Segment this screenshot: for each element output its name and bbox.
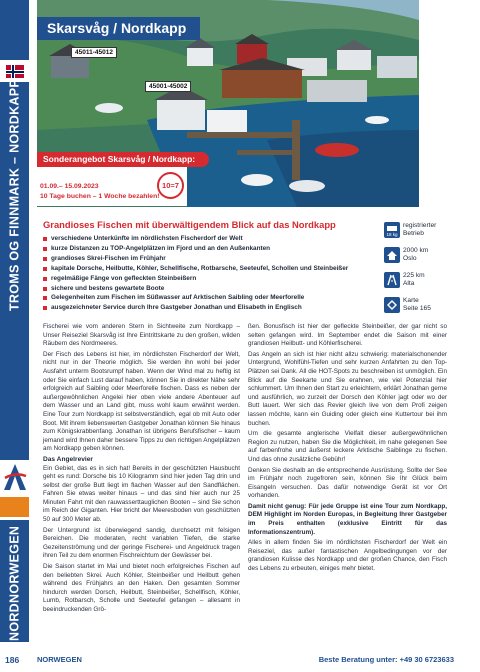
feature-item: regelmäßige Fänge von gefleckten Steinbeißern <box>43 274 375 284</box>
body-paragraph: ßen. Bonusfisch ist hier der gefleckte Steinbeißer, der gar nicht so selten gefangen wird. Im September endet die Saison mit einer grandiosen Heilbutt- und Köhlerfischerei. <box>248 323 447 348</box>
offer-badge: 10=7 <box>157 172 184 199</box>
body-paragraph: Die Saison startet im Mai und bietet noch erfolgreiches Fischen auf den beliebten Skrei. Auch Köhler, Steinbeißer und Heilbutt gehen während des Frühjahrs an den Haken. Den gesamten Sommer hindurch werden Dorsch, Heilbutt, Steinbeißer, Schellfisch, Köhler, Lumb, Rotbarsch, Scholle und Seeteufel gefangen – allesamt in beeindruckenden Grö- <box>43 563 240 613</box>
body-paragraph: Fischerei wie vom anderen Stern in Sichtweite zum Nordkapp – Unser Reiseziel Skarsvåg ist Ihre Eintrittskarte zu den großen, wilden Räubern des Nordmeeres. <box>43 323 240 348</box>
svg-text:18 kg: 18 kg <box>386 232 398 237</box>
brand-logo-icon <box>2 462 28 492</box>
info-map-line1: Karte <box>403 297 419 304</box>
feature-item: Gelegenheiten zum Fischen im Süßwasser auf Arktischen Saibling oder Meerforelle <box>43 293 375 303</box>
road-icon <box>384 272 400 288</box>
page-headline: Grandioses Fischen mit überwältigendem Blick auf das Nordkapp <box>43 219 336 230</box>
body-paragraph: Um die gesamte anglerische Vielfalt dieser außergewöhnlichen Region zu nutzen, haben Sie die Möglichkeit, im nahe gelegenen See auf farbenfrohe und äußerst leckere Arktische Saiblinge zu fischen. Und das ohne zusätzliche Gebühr! <box>248 430 447 463</box>
hero-photo <box>37 0 419 207</box>
sidebar-orange-bar <box>0 497 29 517</box>
feature-item: verschiedene Unterkünfte im nördlichsten Fischerdorf der Welt <box>43 234 375 244</box>
sidebar-region-label: TROMS OG FINNMARK – NORDKAPP <box>7 78 22 311</box>
body-paragraph: Das Angeln an sich ist hier nicht allzu schwierig: materialschonender Untergrund, Wohlfühl-Tiefen und sehr kurzen Anfahrten zu den Top-Plätzen sei Dank. All die HOT-Spots zu beschreiben ist unmöglich. Ein Blick auf die Seekarte und Sie erahnen, wie viel Potenzial hier schlummert. Um Ihnen den Start zu erleichtern, erklärt Jonathan gerne und ausführlich, wo zurzeit der Dorsch den Köhler jagt oder wo der Butt lauert. Wer sich das Revier gleich live von dem Profi zeigen lassen möchte, kann ein Guiding oder gleich eine Kuttertour bei ihm buchen. <box>248 350 447 427</box>
hero-title: Skarsvåg / Nordkapp <box>37 17 200 40</box>
body-paragraph: Der Untergrund ist überwiegend sandig, durchsetzt mit felsigen Bereichen. Die moderaten, recht variablen Tiefen, die starke Gezeitenströmung und der geringe Fischerei- und Angeldruck tragen ihren Teil zu dem enormen Fischreichtum der Gewässer bei. <box>43 526 240 560</box>
sidebar <box>0 0 29 672</box>
norway-flag-icon <box>6 65 24 78</box>
info-alta-line1: 225 km <box>403 272 425 279</box>
feature-item: kurze Distanzen zu TOP-Angelplätzen im Fjord und an den Außenkanten <box>43 244 375 254</box>
highlight-paragraph: Damit nicht genug: Für jede Gruppe ist eine Tour zum Nordkapp, DEM Highlight im Norden Europas, in Begleitung Ihrer Gastgeber im Preis enthalten (exklusive Eintritt für das Informationszentrum). <box>248 502 447 536</box>
offer-text: 10 Tage buchen – 1 Woche bezahlen! <box>40 193 160 200</box>
info-registered-line1: registrierter <box>403 222 437 229</box>
info-registered-line2: Betrieb <box>403 230 424 237</box>
accommodation-code-1: 45011-45012 <box>71 47 117 58</box>
special-offer-heading: Sonderangebot Skarsvåg / Nordkapp: <box>37 152 209 167</box>
feature-item: grandioses Skrei-Fischen im Frühjahr <box>43 254 375 264</box>
info-oslo-line2: Oslo <box>403 255 417 262</box>
registered-vehicle-icon <box>384 222 400 238</box>
accommodation-code-2: 45001-45002 <box>145 81 191 92</box>
footer-contact: Beste Beratung unter: +49 30 6723633 <box>318 655 454 664</box>
special-offer-box <box>37 166 187 206</box>
body-column-left <box>43 323 240 617</box>
feature-item: ausgezeichneter Service durch Ihre Gastgeber Jonathan und Elisabeth in Englisch <box>43 303 375 313</box>
feature-list <box>43 234 375 313</box>
sidebar-country-label: NORDNORWEGEN <box>7 525 22 641</box>
footer-country: NORWEGEN <box>37 655 82 664</box>
body-paragraph: Ein Gebiet, das es in sich hat! Bereits in der geschützten Hausbucht geht es rund: Dorsche bis 10 Kilogramm sind hier jeden Tag drin und selbst der große Butt liegt im flachen Wasser auf den Sandflächen. Fahren Sie etwas weiter hinaus – und das sind hier auch nur 25 Minuten Fahrt mit den rauwasserttauglichen Booten – sind Sie schon im Reich der Giganten. Hier bricht der Meeresboden von geschützten 50 auf 300 Meter ab. <box>43 464 240 524</box>
offer-dates: 01.09.– 15.09.2023 <box>40 183 99 190</box>
section-heading-angelrevier: Das Angelrevier <box>43 455 93 463</box>
info-map-line2: Seite 165 <box>403 305 431 312</box>
body-paragraph: Alles in allem finden Sie im nördlichsten Fischerdorf der Welt ein Reiseziel, das außer fantastischen Angelbedingungen vor der grandiosen Kulisse des Nordkapp und der großen Chance, den Fisch des Lebens zu erbeuten, einiges mehr bietet. <box>248 539 447 573</box>
map-icon <box>384 297 400 313</box>
feature-item: kapitale Dorsche, Heilbutte, Köhler, Schellfische, Rotbarsche, Seeteufel, Schollen und Steinbeißer <box>43 264 375 274</box>
house-icon <box>384 247 400 263</box>
body-column-right <box>248 323 447 576</box>
body-paragraph: Denken Sie deshalb an die entsprechende Ausrüstung. Sollte der See im Frühjahr noch zugefroren sein, können Sie Ihr Glück beim Eisangeln versuchen. Das dafür notwendige Gerät ist vor Ort vorhanden. <box>248 466 447 500</box>
body-paragraph: Der Fisch des Lebens ist hier, im nördlichsten Fischerdorf der Welt, nicht nur in der Theorie möglich. Sie werden ihn wohl bei jeder Ausfahrt unterm Bootsrumpf haben. Wenn der Wind mal zu heftig ist oder Sie einfach Lust darauf haben, können Sie in direkter Nähe sehr erfolgreich auf Saibling oder Meerforelle fischen. Dass es neben der außergewöhnlichen Angelei hier oben viele andere Abenteuer auf dem Wasser und an Land gibt, muss wohl kaum erwähnt werden. Eine Tour zum Nordkapp ist selbstverständlich, egal ob mit Auto oder Boot. Mit ihrem liebenswerten Gastgeber Jonathan können Sie hinaus zum Königskrabbenfang. Jonathan ist übrigens Berufsfischer – kaum jemand wird Ihnen daher bessere Tipps zu den richtigen Angelplätzen am Nordkapp geben können. <box>43 350 240 453</box>
info-alta-line2: Alta <box>403 280 415 287</box>
page-number: 186 <box>5 655 20 665</box>
feature-item: sichere und bestens gewartete Boote <box>43 284 375 294</box>
info-oslo-line1: 2000 km <box>403 247 429 254</box>
sidebar-top-band <box>0 0 29 60</box>
page-footer <box>0 650 480 672</box>
